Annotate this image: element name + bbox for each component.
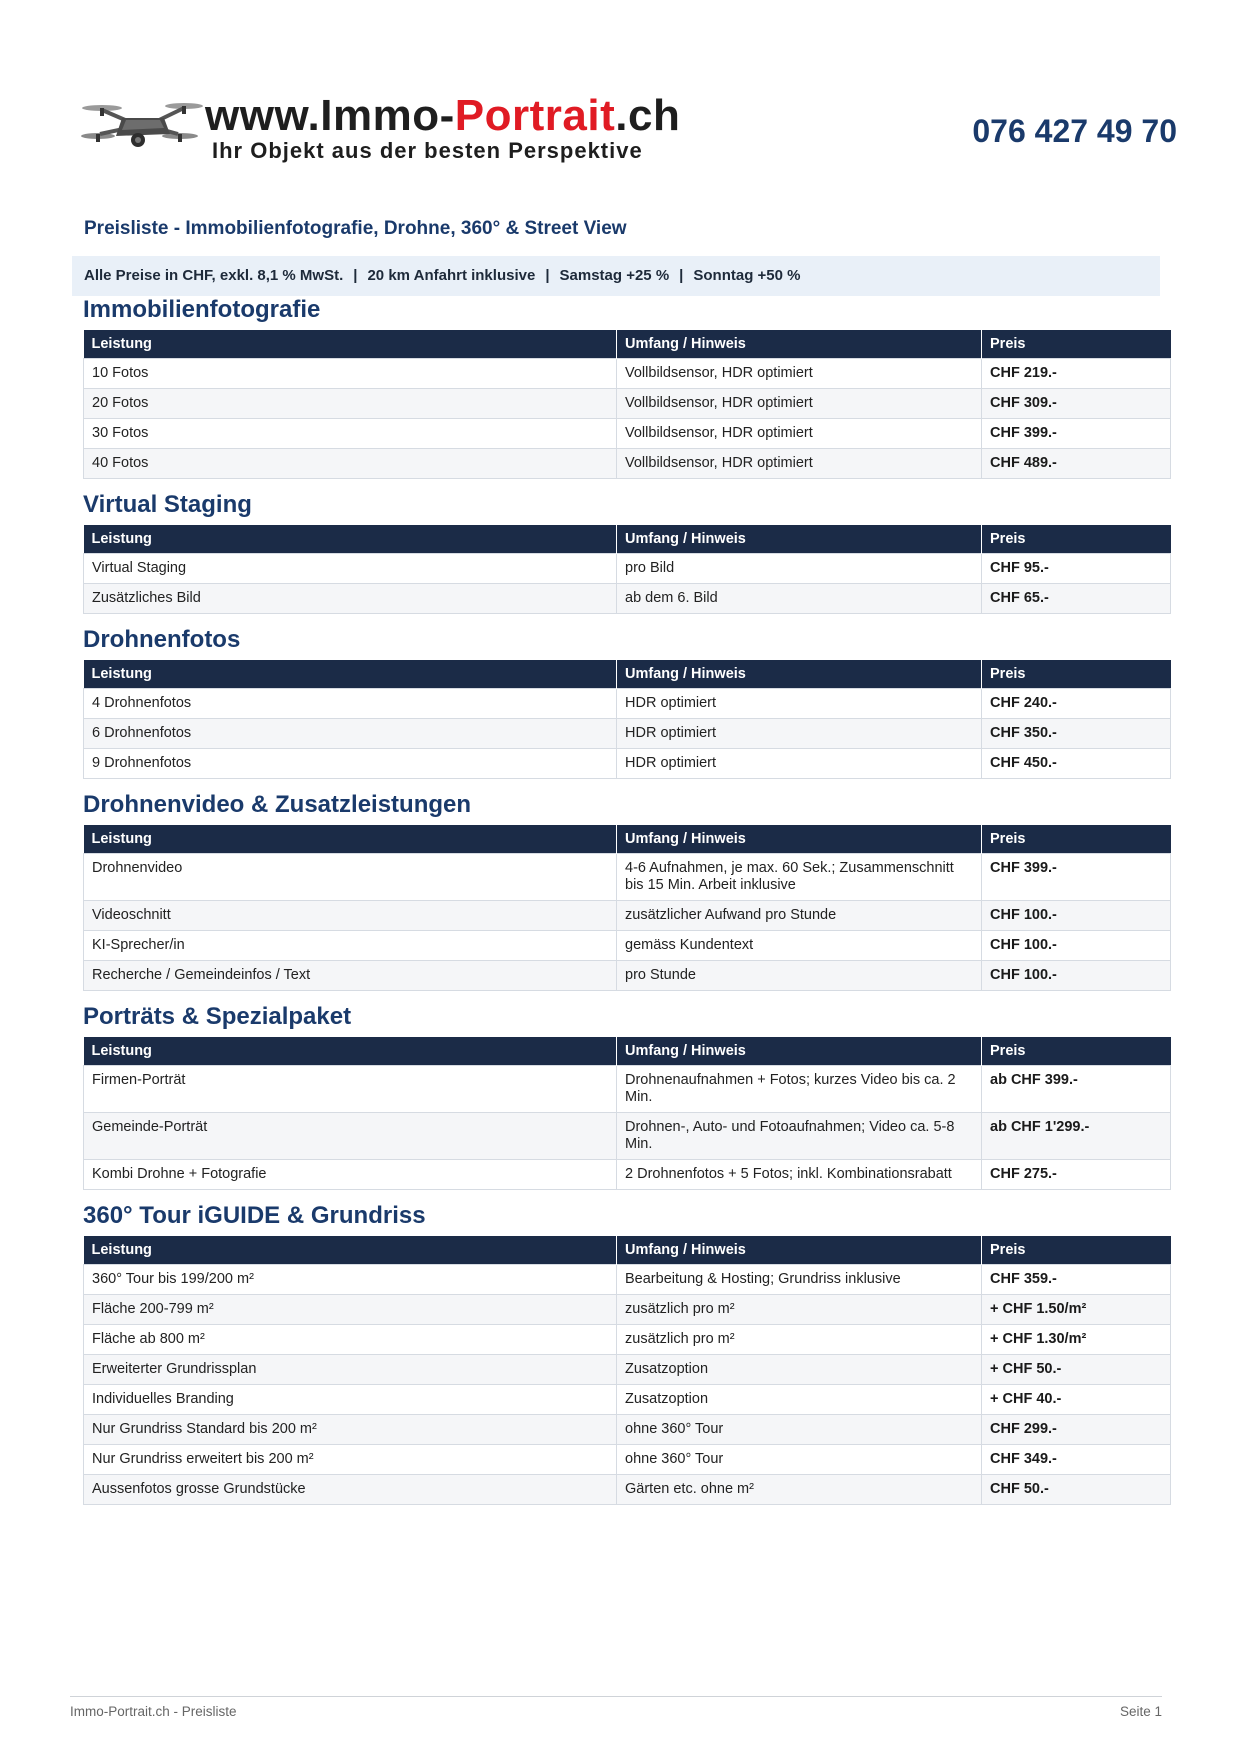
service-cell: Virtual Staging bbox=[84, 554, 617, 584]
scope-cell: Zusatzoption bbox=[617, 1385, 982, 1415]
price-table bbox=[83, 660, 1171, 779]
scope-cell: 4-6 Aufnahmen, je max. 60 Sek.; Zusammenschnitt bis 15 Min. Arbeit inklusive bbox=[617, 854, 982, 901]
scope-cell: ohne 360° Tour bbox=[617, 1415, 982, 1445]
page-header bbox=[80, 88, 1180, 178]
service-cell: Aussenfotos grosse Grundstücke bbox=[84, 1475, 617, 1505]
price-cell: CHF 240.- bbox=[982, 689, 1171, 719]
price-cell: CHF 399.- bbox=[982, 854, 1171, 901]
document-title: Preisliste - Immobilienfotografie, Drohne, 360° & Street View bbox=[84, 218, 627, 239]
price-cell: + CHF 50.- bbox=[982, 1355, 1171, 1385]
price-sections bbox=[83, 296, 1170, 1517]
notice-separator: | bbox=[353, 267, 358, 284]
column-header-scope: Umfang / Hinweis bbox=[617, 825, 982, 854]
notice-item: Alle Preise in CHF, exkl. 8,1 % MwSt. bbox=[84, 267, 344, 284]
column-header-service: Leistung bbox=[84, 1236, 617, 1265]
price-cell: + CHF 40.- bbox=[982, 1385, 1171, 1415]
service-cell: Videoschnitt bbox=[84, 901, 617, 931]
column-header-scope: Umfang / Hinweis bbox=[617, 525, 982, 554]
table-header-row bbox=[84, 525, 1171, 554]
column-header-service: Leistung bbox=[84, 525, 617, 554]
section-title: Drohnenvideo & Zusatzleistungen bbox=[83, 791, 472, 818]
price-cell: + CHF 1.50/m² bbox=[982, 1295, 1171, 1325]
scope-cell: zusätzlich pro m² bbox=[617, 1325, 982, 1355]
price-cell: CHF 299.- bbox=[982, 1415, 1171, 1445]
table-row bbox=[84, 1475, 1171, 1505]
scope-cell: ohne 360° Tour bbox=[617, 1445, 982, 1475]
table-row bbox=[84, 901, 1171, 931]
logo-highlight: Portrait bbox=[454, 91, 616, 140]
service-cell: Drohnenvideo bbox=[84, 854, 617, 901]
price-cell: CHF 100.- bbox=[982, 961, 1171, 991]
table-row bbox=[84, 419, 1171, 449]
table-row bbox=[84, 389, 1171, 419]
price-table bbox=[83, 525, 1171, 614]
price-section bbox=[83, 1202, 1170, 1505]
drone-icon bbox=[80, 96, 205, 156]
price-cell: CHF 275.- bbox=[982, 1160, 1171, 1190]
scope-cell: zusätzlicher Aufwand pro Stunde bbox=[617, 901, 982, 931]
service-cell: Erweiterter Grundrissplan bbox=[84, 1355, 617, 1385]
table-header-row bbox=[84, 825, 1171, 854]
service-cell: 40 Fotos bbox=[84, 449, 617, 479]
scope-cell: ab dem 6. Bild bbox=[617, 584, 982, 614]
scope-cell: Vollbildsensor, HDR optimiert bbox=[617, 449, 982, 479]
scope-cell: Bearbeitung & Hosting; Grundriss inklusive bbox=[617, 1265, 982, 1295]
page-footer bbox=[70, 1696, 1162, 1719]
table-row bbox=[84, 749, 1171, 779]
table-row bbox=[84, 554, 1171, 584]
scope-cell: Vollbildsensor, HDR optimiert bbox=[617, 389, 982, 419]
table-row bbox=[84, 1066, 1171, 1113]
price-table bbox=[83, 1236, 1171, 1505]
column-header-price: Preis bbox=[982, 825, 1171, 854]
table-row bbox=[84, 584, 1171, 614]
pricing-notice bbox=[72, 256, 1160, 296]
scope-cell: Gärten etc. ohne m² bbox=[617, 1475, 982, 1505]
notice-item: Samstag +25 % bbox=[559, 267, 670, 284]
price-section bbox=[83, 791, 1170, 991]
scope-cell: Vollbildsensor, HDR optimiert bbox=[617, 419, 982, 449]
price-cell: + CHF 1.30/m² bbox=[982, 1325, 1171, 1355]
column-header-scope: Umfang / Hinweis bbox=[617, 1037, 982, 1066]
service-cell: Nur Grundriss Standard bis 200 m² bbox=[84, 1415, 617, 1445]
price-cell: CHF 219.- bbox=[982, 359, 1171, 389]
service-cell: Gemeinde-Porträt bbox=[84, 1113, 617, 1160]
notice-separator: | bbox=[679, 267, 684, 284]
scope-cell: Drohnenaufnahmen + Fotos; kurzes Video bis ca. 2 Min. bbox=[617, 1066, 982, 1113]
price-cell: CHF 65.- bbox=[982, 584, 1171, 614]
price-section bbox=[83, 1003, 1170, 1190]
scope-cell: HDR optimiert bbox=[617, 689, 982, 719]
price-table bbox=[83, 330, 1171, 479]
table-row bbox=[84, 1355, 1171, 1385]
column-header-service: Leistung bbox=[84, 660, 617, 689]
price-cell: CHF 349.- bbox=[982, 1445, 1171, 1475]
column-header-scope: Umfang / Hinweis bbox=[617, 330, 982, 359]
service-cell: 9 Drohnenfotos bbox=[84, 749, 617, 779]
service-cell: Nur Grundriss erweitert bis 200 m² bbox=[84, 1445, 617, 1475]
column-header-price: Preis bbox=[982, 330, 1171, 359]
table-row bbox=[84, 1415, 1171, 1445]
column-header-price: Preis bbox=[982, 1037, 1171, 1066]
service-cell: 6 Drohnenfotos bbox=[84, 719, 617, 749]
section-title: Immobilienfotografie bbox=[83, 296, 321, 323]
brand-logo bbox=[80, 88, 680, 168]
service-cell: Fläche 200-799 m² bbox=[84, 1295, 617, 1325]
table-header-row bbox=[84, 1236, 1171, 1265]
table-row bbox=[84, 1113, 1171, 1160]
price-cell: CHF 399.- bbox=[982, 419, 1171, 449]
scope-cell: Zusatzoption bbox=[617, 1355, 982, 1385]
table-row bbox=[84, 961, 1171, 991]
table-row bbox=[84, 1265, 1171, 1295]
table-row bbox=[84, 854, 1171, 901]
scope-cell: gemäss Kundentext bbox=[617, 931, 982, 961]
notice-item: Sonntag +50 % bbox=[693, 267, 801, 284]
table-row bbox=[84, 1385, 1171, 1415]
price-table bbox=[83, 825, 1171, 991]
column-header-service: Leistung bbox=[84, 330, 617, 359]
column-header-scope: Umfang / Hinweis bbox=[617, 1236, 982, 1265]
phone-number[interactable]: 076 427 49 70 bbox=[972, 113, 1177, 149]
notice-separator: | bbox=[545, 267, 550, 284]
price-cell: ab CHF 1'299.- bbox=[982, 1113, 1171, 1160]
scope-cell: zusätzlich pro m² bbox=[617, 1295, 982, 1325]
service-cell: KI-Sprecher/in bbox=[84, 931, 617, 961]
table-row bbox=[84, 449, 1171, 479]
scope-cell: 2 Drohnenfotos + 5 Fotos; inkl. Kombinationsrabatt bbox=[617, 1160, 982, 1190]
logo-tagline: Ihr Objekt aus der besten Perspektive bbox=[212, 138, 643, 163]
service-cell: Zusätzliches Bild bbox=[84, 584, 617, 614]
table-row bbox=[84, 1295, 1171, 1325]
service-cell: Kombi Drohne + Fotografie bbox=[84, 1160, 617, 1190]
column-header-price: Preis bbox=[982, 1236, 1171, 1265]
section-title: 360° Tour iGUIDE & Grundriss bbox=[83, 1202, 426, 1229]
table-row bbox=[84, 931, 1171, 961]
scope-cell: Vollbildsensor, HDR optimiert bbox=[617, 359, 982, 389]
table-row bbox=[84, 689, 1171, 719]
price-cell: CHF 450.- bbox=[982, 749, 1171, 779]
scope-cell: pro Bild bbox=[617, 554, 982, 584]
service-cell: Firmen-Porträt bbox=[84, 1066, 617, 1113]
service-cell: 20 Fotos bbox=[84, 389, 617, 419]
price-cell: CHF 359.- bbox=[982, 1265, 1171, 1295]
service-cell: Individuelles Branding bbox=[84, 1385, 617, 1415]
section-title: Porträts & Spezialpaket bbox=[83, 1003, 352, 1030]
scope-cell: pro Stunde bbox=[617, 961, 982, 991]
column-header-price: Preis bbox=[982, 660, 1171, 689]
price-cell: ab CHF 399.- bbox=[982, 1066, 1171, 1113]
table-row bbox=[84, 1445, 1171, 1475]
price-table bbox=[83, 1037, 1171, 1190]
price-cell: CHF 50.- bbox=[982, 1475, 1171, 1505]
table-row bbox=[84, 1325, 1171, 1355]
service-cell: Fläche ab 800 m² bbox=[84, 1325, 617, 1355]
scope-cell: HDR optimiert bbox=[617, 749, 982, 779]
table-header-row bbox=[84, 660, 1171, 689]
service-cell: 4 Drohnenfotos bbox=[84, 689, 617, 719]
column-header-scope: Umfang / Hinweis bbox=[617, 660, 982, 689]
section-title: Virtual Staging bbox=[83, 491, 252, 518]
section-title: Drohnenfotos bbox=[83, 626, 241, 653]
table-header-row bbox=[84, 1037, 1171, 1066]
column-header-service: Leistung bbox=[84, 825, 617, 854]
column-header-service: Leistung bbox=[84, 1037, 617, 1066]
price-cell: CHF 309.- bbox=[982, 389, 1171, 419]
page-number: Seite 1 bbox=[1119, 1704, 1162, 1719]
service-cell: 360° Tour bis 199/200 m² bbox=[84, 1265, 617, 1295]
column-header-price: Preis bbox=[982, 525, 1171, 554]
service-cell: 10 Fotos bbox=[84, 359, 617, 389]
logo-suffix: .ch bbox=[615, 91, 681, 140]
price-cell: CHF 100.- bbox=[982, 931, 1171, 961]
scope-cell: HDR optimiert bbox=[617, 719, 982, 749]
service-cell: Recherche / Gemeindeinfos / Text bbox=[84, 961, 617, 991]
price-cell: CHF 95.- bbox=[982, 554, 1171, 584]
price-section bbox=[83, 626, 1170, 779]
price-cell: CHF 350.- bbox=[982, 719, 1171, 749]
table-row bbox=[84, 359, 1171, 389]
price-cell: CHF 489.- bbox=[982, 449, 1171, 479]
price-section bbox=[83, 491, 1170, 614]
service-cell: 30 Fotos bbox=[84, 419, 617, 449]
table-row bbox=[84, 1160, 1171, 1190]
scope-cell: Drohnen-, Auto- und Fotoaufnahmen; Video ca. 5-8 Min. bbox=[617, 1113, 982, 1160]
notice-item: 20 km Anfahrt inklusive bbox=[367, 267, 536, 284]
logo-url bbox=[205, 91, 681, 140]
table-row bbox=[84, 719, 1171, 749]
price-cell: CHF 100.- bbox=[982, 901, 1171, 931]
logo-prefix: www.Immo- bbox=[205, 91, 455, 140]
price-section bbox=[83, 296, 1170, 479]
footer-left: Immo-Portrait.ch - Preisliste bbox=[70, 1704, 237, 1719]
table-header-row bbox=[84, 330, 1171, 359]
